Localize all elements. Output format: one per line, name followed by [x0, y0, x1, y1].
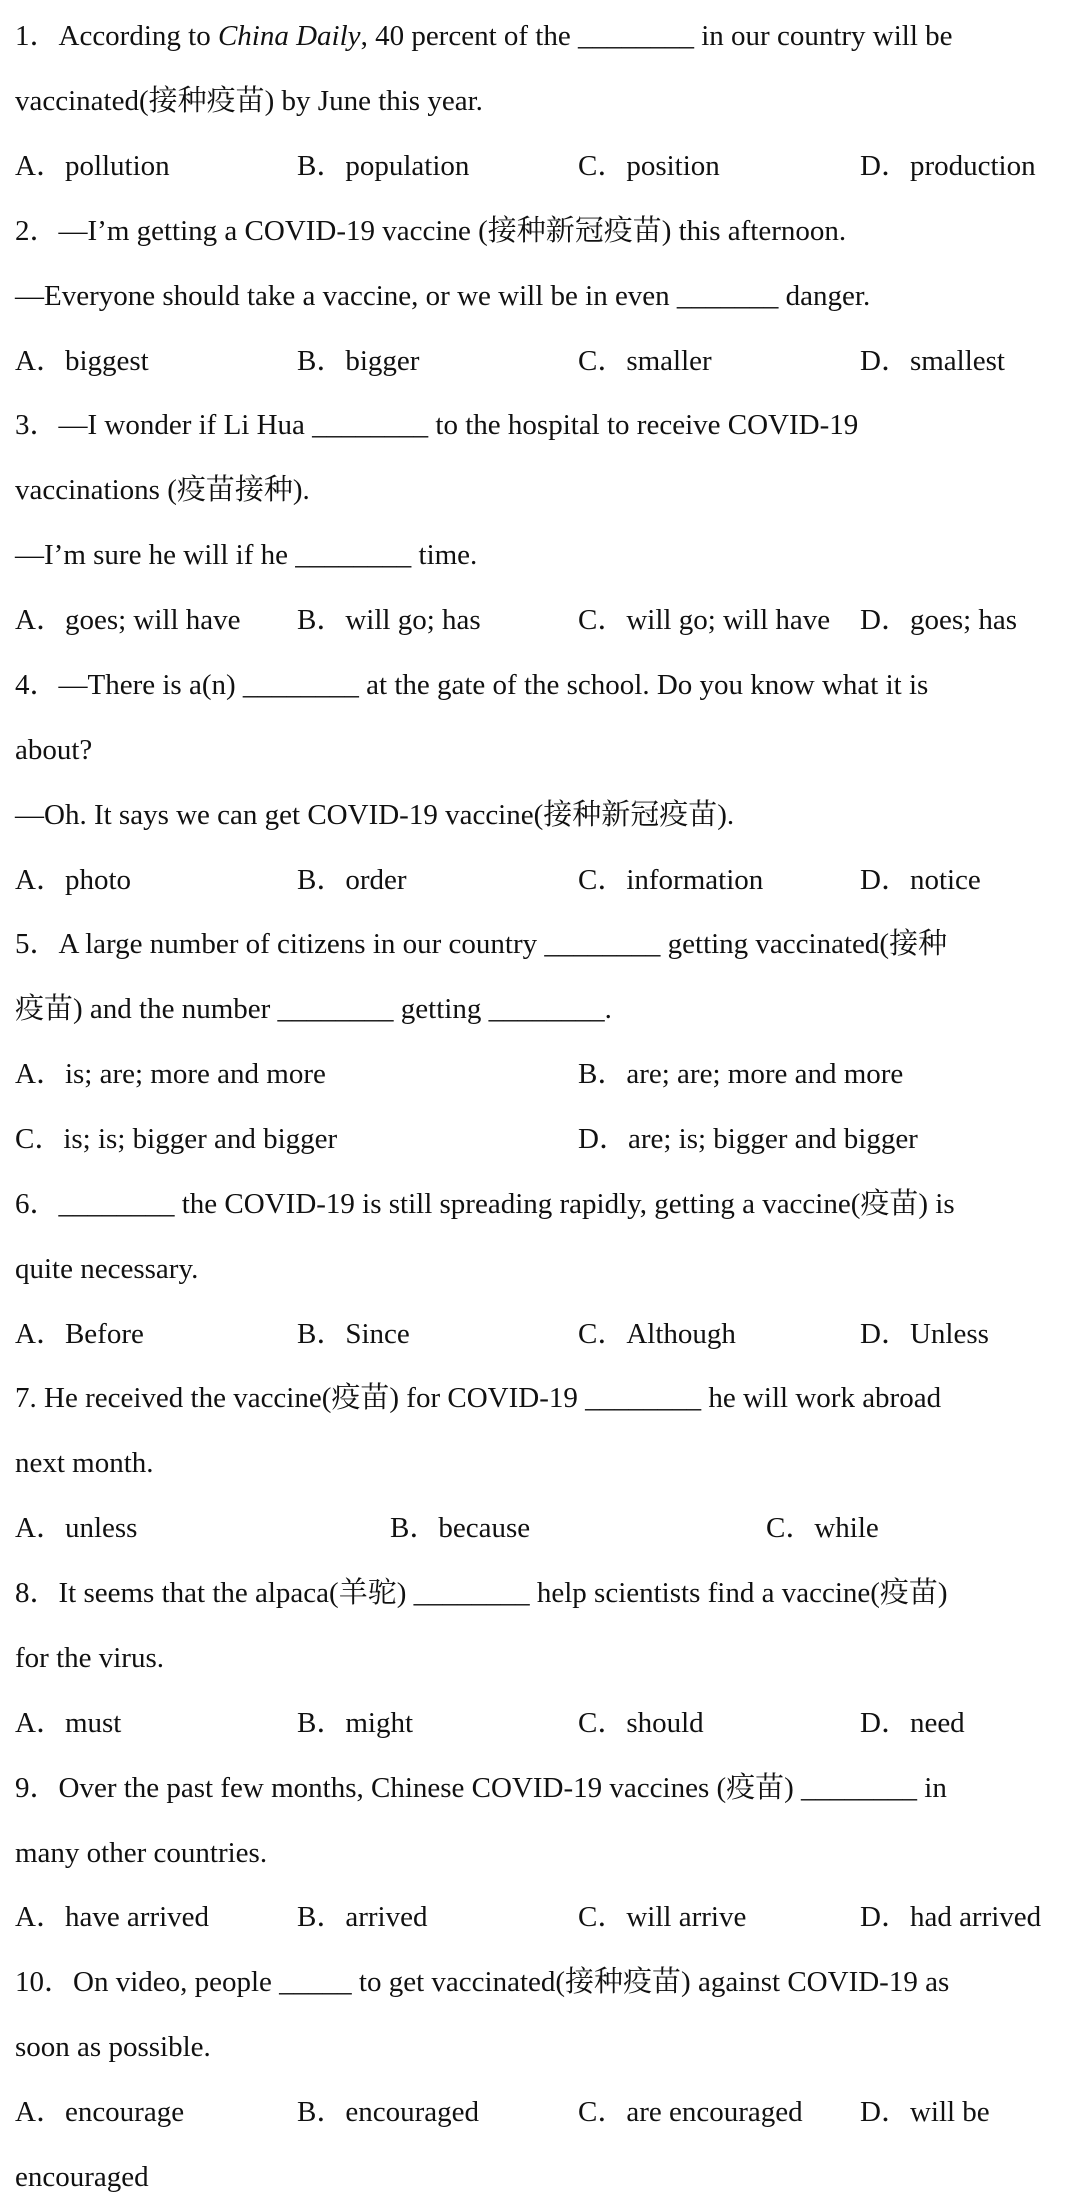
- question-5-option-b: B．are; are; more and more: [578, 1058, 904, 1090]
- question-9-stem-line-2: many other countries.: [15, 1837, 268, 1869]
- question-5-stem-line-1: 5．A large number of citizens in our country ________ getting vaccinated(接种: [15, 928, 948, 960]
- question-3-option-c: C．will go; will have: [578, 604, 831, 636]
- question-2-option-a: A．biggest: [15, 345, 149, 377]
- question-8-option-b: B．might: [297, 1707, 414, 1739]
- question-6-stem-line-2: quite necessary.: [15, 1253, 199, 1285]
- question-8-stem-line-2: for the virus.: [15, 1642, 164, 1674]
- question-1-option-c: C．position: [578, 150, 720, 182]
- question-2-option-c: C．smaller: [578, 345, 712, 377]
- question-3-option-d: D．goes; has: [860, 604, 1018, 636]
- question-3-option-b: B．will go; has: [297, 604, 481, 636]
- question-2-option-d: D．smallest: [860, 345, 1005, 377]
- question-8-option-c: C．should: [578, 1707, 704, 1739]
- question-1-stem-suffix: , 40 percent of the ________ in our country will be: [360, 20, 953, 52]
- question-10-stem-line-2: soon as possible.: [15, 2031, 211, 2063]
- question-7-stem-line-1: 7. He received the vaccine(疫苗) for COVID-19 ________ he will work abroad: [15, 1382, 942, 1414]
- question-6-option-a: A．Before: [15, 1318, 144, 1350]
- question-6-stem-line-1: 6．________ the COVID-19 is still spreading rapidly, getting a vaccine(疫苗) is: [15, 1188, 955, 1220]
- question-4-option-b: B．order: [297, 864, 407, 896]
- question-3-stem-line-2: vaccinations (疫苗接种).: [15, 474, 310, 506]
- question-10-option-c: C．are encouraged: [578, 2096, 803, 2128]
- question-1-stem-line-1: [15, 16, 1072, 56]
- question-2-stem-line-2: —Everyone should take a vaccine, or we will be in even _______ danger.: [15, 280, 871, 312]
- question-1-option-d: D．production: [860, 150, 1036, 182]
- question-4-option-a: A．photo: [15, 864, 132, 896]
- question-5-stem-line-2: 疫苗) and the number ________ getting ________.: [15, 993, 612, 1025]
- question-7-option-b: B．because: [390, 1512, 531, 1544]
- question-7-option-c: C．while: [766, 1512, 879, 1544]
- question-6-option-d: D．Unless: [860, 1318, 989, 1350]
- question-4-stem-line-2: about?: [15, 734, 93, 766]
- question-7-stem-line-2: next month.: [15, 1447, 154, 1479]
- question-2-stem-line-1: 2．—I’m getting a COVID-19 vaccine (接种新冠疫苗) this afternoon.: [15, 215, 847, 247]
- question-9-option-d: D．had arrived: [860, 1901, 1042, 1933]
- question-6-option-c: C．Although: [578, 1318, 736, 1350]
- question-1-option-a: A．pollution: [15, 150, 170, 182]
- question-10-option-d: D．will be: [860, 2096, 990, 2128]
- question-2-option-b: B．bigger: [297, 345, 420, 377]
- question-10-stem-line-1: 10．On video, people _____ to get vaccinated(接种疫苗) against COVID-19 as: [15, 1966, 950, 1998]
- question-4-stem-line-1: 4．—There is a(n) ________ at the gate of the school. Do you know what it is: [15, 669, 929, 701]
- question-10-option-d-continued: encouraged: [15, 2161, 149, 2193]
- question-1-stem-line-2: vaccinated(接种疫苗) by June this year.: [15, 85, 483, 117]
- question-7-option-a: A．unless: [15, 1512, 138, 1544]
- question-1-stem-prefix: 1．According to: [15, 20, 218, 52]
- question-5-option-c: C．is; is; bigger and bigger: [15, 1123, 338, 1155]
- question-9-option-a: A．have arrived: [15, 1901, 210, 1933]
- question-5-option-d: D．are; is; bigger and bigger: [578, 1123, 918, 1155]
- question-9-option-b: B．arrived: [297, 1901, 428, 1933]
- question-1-source-title: China Daily: [217, 20, 361, 52]
- question-8-option-a: A．must: [15, 1707, 122, 1739]
- question-6-option-b: B．Since: [297, 1318, 410, 1350]
- question-1-option-b: B．population: [297, 150, 470, 182]
- question-10-option-b: B．encouraged: [297, 2096, 479, 2128]
- question-8-option-d: D．need: [860, 1707, 965, 1739]
- question-10-option-a: A．encourage: [15, 2096, 185, 2128]
- question-8-stem-line-1: 8．It seems that the alpaca(羊驼) ________ help scientists find a vaccine(疫苗): [15, 1577, 948, 1609]
- question-4-option-c: C．information: [578, 864, 764, 896]
- question-4-option-d: D．notice: [860, 864, 981, 896]
- question-4-stem-line-3: —Oh. It says we can get COVID-19 vaccine(接种新冠疫苗).: [15, 799, 735, 831]
- question-3-option-a: A．goes; will have: [15, 604, 241, 636]
- question-3-stem-line-3: —I’m sure he will if he ________ time.: [15, 539, 478, 571]
- question-3-stem-line-1: 3．—I wonder if Li Hua ________ to the hospital to receive COVID-19: [15, 409, 859, 441]
- question-9-stem-line-1: 9．Over the past few months, Chinese COVID-19 vaccines (疫苗) ________ in: [15, 1772, 947, 1804]
- question-5-option-a: A．is; are; more and more: [15, 1058, 326, 1090]
- question-9-option-c: C．will arrive: [578, 1901, 747, 1933]
